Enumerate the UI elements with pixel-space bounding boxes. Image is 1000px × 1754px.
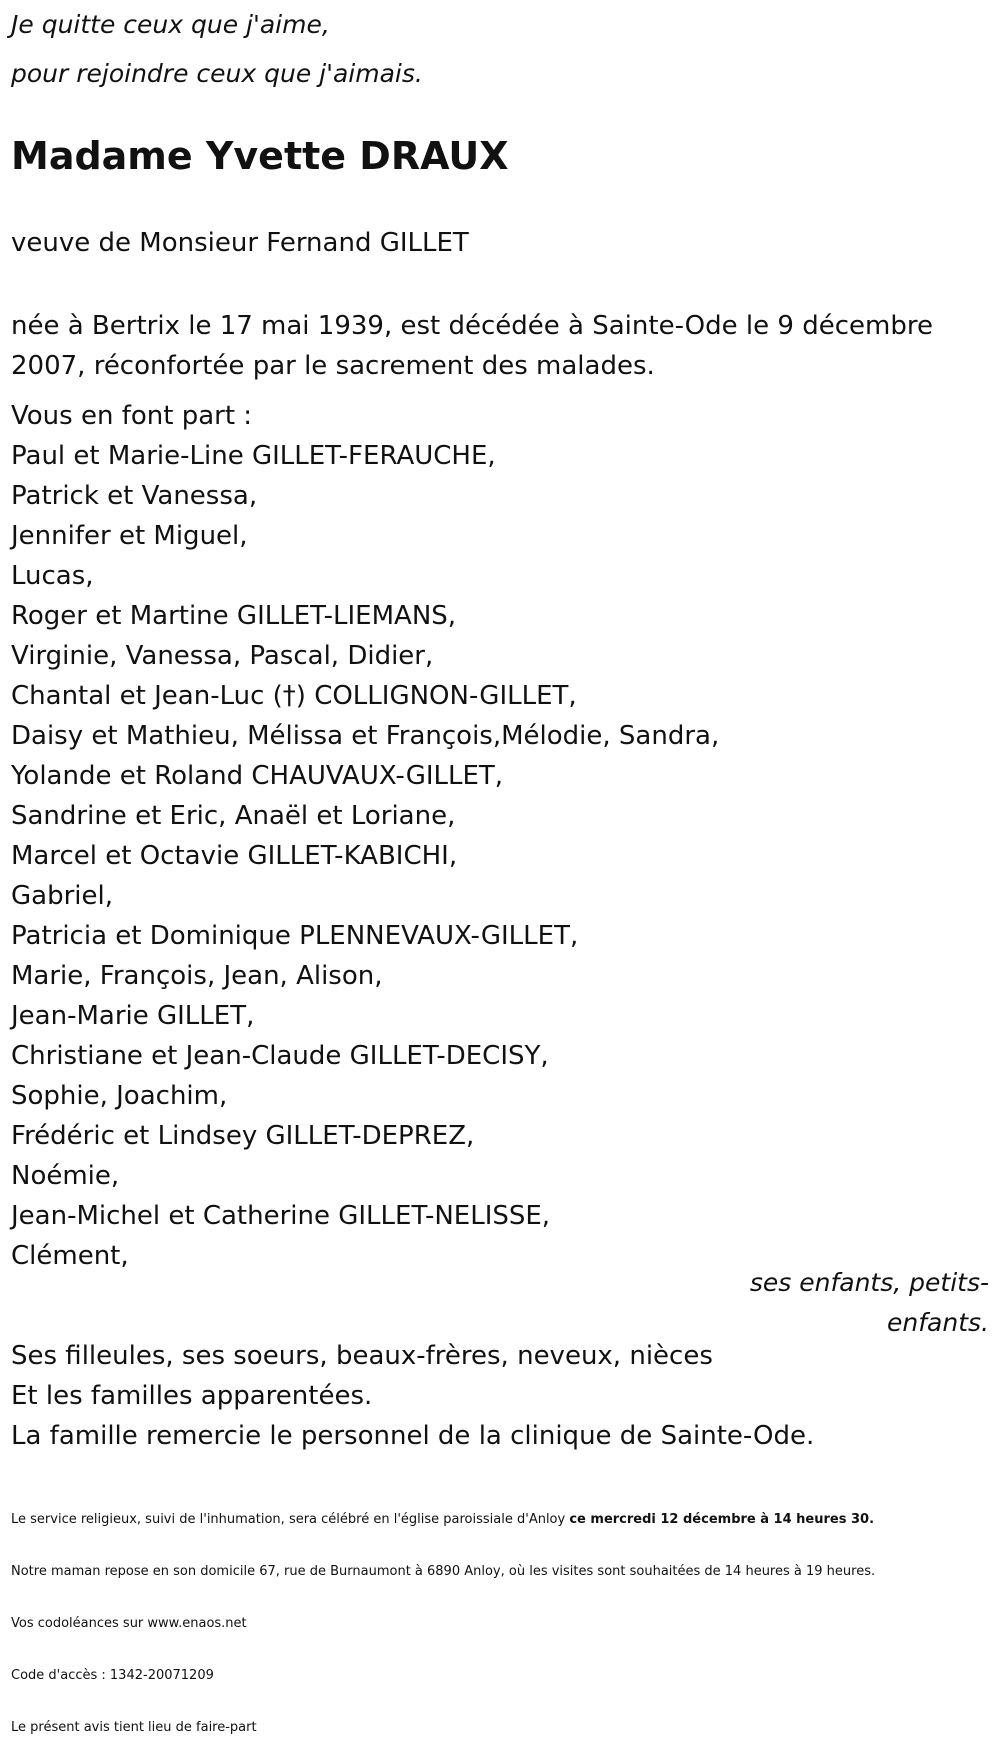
family-member: Christiane et Jean-Claude GILLET-DECISY, <box>11 1041 549 1071</box>
family-member: Frédéric et Lindsey GILLET-DEPREZ, <box>11 1121 475 1151</box>
widow-of: veuve de Monsieur Fernand GILLET <box>11 228 469 258</box>
service-info <box>11 1511 874 1529</box>
family-member: Jennifer et Miguel, <box>11 521 248 551</box>
family-member: Patrick et Vanessa, <box>11 481 258 511</box>
family-list <box>11 396 719 1276</box>
extended-line: Ses filleules, ses soeurs, beaux-frères, neveux, nièces <box>11 1341 713 1371</box>
notice-info: Le présent avis tient lieu de faire-part <box>11 1720 257 1735</box>
poem-line-1: Je quitte ceux que j'aime, <box>11 10 330 39</box>
access-code: Code d'accès : 1342-20071209 <box>11 1668 214 1683</box>
family-member: Chantal et Jean-Luc (†) COLLIGNON-GILLET, <box>11 681 577 711</box>
birth-death-text: née à Bertrix le 17 mai 1939, est décédée à Sainte-Ode le 9 décembre 2007, réconfortée par le sacrement des malades. <box>11 311 933 381</box>
family-intro: Vous en font part : <box>11 401 253 431</box>
family-member: Clément, <box>11 1241 129 1271</box>
family-member: Sophie, Joachim, <box>11 1081 228 1111</box>
family-relation: ses enfants, petits-enfants. <box>749 1268 989 1337</box>
family-member: Lucas, <box>11 561 94 591</box>
family-member: Virginie, Vanessa, Pascal, Didier, <box>11 641 434 671</box>
service-date: ce mercredi 12 décembre à 14 heures 30. <box>569 1512 875 1527</box>
condolences-info: Vos codoléances sur www.enaos.net <box>11 1616 247 1631</box>
family-member: Marie, François, Jean, Alison, <box>11 961 383 991</box>
family-member: Roger et Martine GILLET-LIEMANS, <box>11 601 457 631</box>
family-member: Marcel et Octavie GILLET-KABICHI, <box>11 841 458 871</box>
service-text: Le service religieux, suivi de l'inhumation, sera célébré en l'église paroissiale d'Anloy <box>11 1512 570 1527</box>
family-member: Paul et Marie-Line GILLET-FERAUCHE, <box>11 441 496 471</box>
extended-family-list <box>11 1336 814 1456</box>
family-member: Patricia et Dominique PLENNEVAUX-GILLET, <box>11 921 579 951</box>
extended-line: La famille remercie le personnel de la clinique de Sainte-Ode. <box>11 1421 815 1451</box>
family-member: Daisy et Mathieu, Mélissa et François,Mélodie, Sandra, <box>11 721 720 751</box>
rest-info: Notre maman repose en son domicile 67, rue de Burnaumont à 6890 Anloy, où les visites sont souhaitées de 14 heures à 19 heures. <box>11 1564 876 1579</box>
extended-line: Et les familles apparentées. <box>11 1381 373 1411</box>
poem-line-2: pour rejoindre ceux que j'aimais. <box>11 59 423 88</box>
family-member: Jean-Michel et Catherine GILLET-NELISSE, <box>11 1201 551 1231</box>
deceased-name: Madame Yvette DRAUX <box>11 134 509 178</box>
family-member: Noémie, <box>11 1161 120 1191</box>
family-member: Jean-Marie GILLET, <box>11 1001 255 1031</box>
family-member: Sandrine et Eric, Anaël et Loriane, <box>11 801 456 831</box>
family-member: Yolande et Roland CHAUVAUX-GILLET, <box>11 761 504 791</box>
family-member: Gabriel, <box>11 881 113 911</box>
